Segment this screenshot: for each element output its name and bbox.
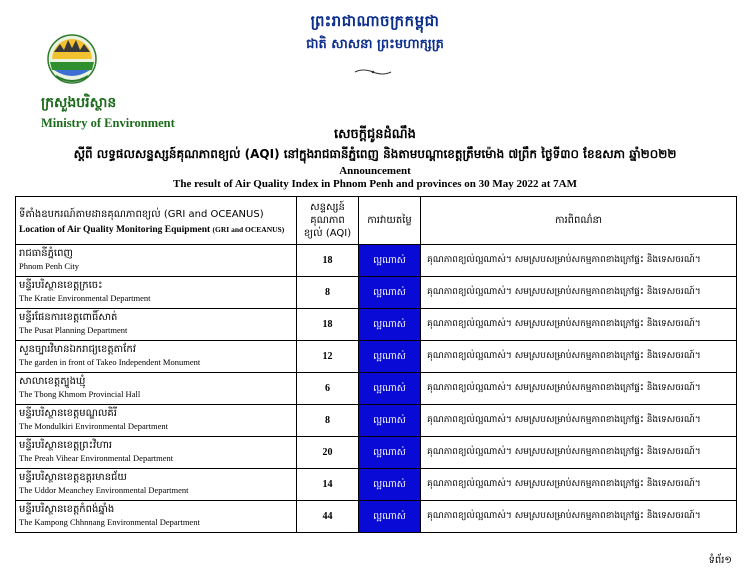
kingdom-title: ព្រះរាជាណាចក្រកម្ពុជា [310, 12, 440, 30]
location-kh: មន្ទីរផែនការខេត្តពោធិ៍សាត់ [19, 312, 118, 323]
location-en: The Kratie Environmental Department [19, 293, 151, 303]
ministry-name-en: Ministry of Environment [41, 116, 175, 130]
ministry-logo-icon [46, 32, 98, 92]
evaluation-badge: ល្អណាស់ [359, 373, 421, 405]
table-row [16, 501, 737, 533]
location-kh: មន្ទីរបរិស្ថានខេត្តមណ្ឌលគិរី [19, 408, 117, 419]
location-cell [16, 405, 297, 437]
location-en: The garden in front of Takeo Independent Monument [19, 357, 201, 367]
announcement-subtitle-en: The result of Air Quality Index in Phnom Penh and provinces on 30 May 2022 at 7AM [173, 178, 577, 190]
header-location [16, 197, 297, 245]
location-en: The Pusat Planning Department [19, 325, 128, 335]
location-kh: រាជធានីភ្នំពេញ [19, 248, 73, 259]
aqi-value: 8 [297, 405, 359, 437]
table-row [16, 469, 737, 501]
location-en: The Preah Vihear Environmental Department [19, 453, 174, 463]
evaluation-badge: ល្អណាស់ [359, 341, 421, 373]
ministry-name-kh: ក្រសួងបរិស្ថាន [41, 95, 117, 111]
evaluation-badge: ល្អណាស់ [359, 245, 421, 277]
aqi-value: 20 [297, 437, 359, 469]
table-row [16, 309, 737, 341]
announcement-subtitle-kh: ស្តីពី លទ្ធផលសន្ទស្សន៍គុណភាពខ្យល់ (AQI) នៅក្នុងរាជធានីភ្នំពេញ និងតាមបណ្តាខេត្តត្រឹមម៉ោង ៧ព្រឹក ថ្ងៃទី៣០ ខែឧសភា ឆ្នាំ២០២២ [73, 147, 677, 161]
aqi-value: 44 [297, 501, 359, 533]
evaluation-badge: ល្អណាស់ [359, 469, 421, 501]
location-en: The Mondulkiri Environmental Department [19, 421, 168, 431]
header-aqi-value: សន្ទស្សន៍ គុណភាព ខ្យល់ (AQI) [297, 197, 359, 245]
description-cell: គុណភាពខ្យល់ល្អណាស់។ សមស្របសម្រាប់សកម្មភាពខាងក្រៅផ្ទះ និងទេសចរណ៍។ [421, 309, 737, 341]
aqi-value: 8 [297, 277, 359, 309]
evaluation-badge: ល្អណាស់ [359, 437, 421, 469]
location-cell [16, 245, 297, 277]
location-cell [16, 469, 297, 501]
location-kh: សាលាខេត្តត្បូងឃ្មុំ [19, 376, 86, 387]
header-description: ការពិពណ៌នា [421, 197, 737, 245]
description-cell: គុណភាពខ្យល់ល្អណាស់។ សមស្របសម្រាប់សកម្មភាពខាងក្រៅផ្ទះ និងទេសចរណ៍។ [421, 341, 737, 373]
ornament-divider-icon [353, 68, 393, 78]
table-header-row [16, 197, 737, 245]
location-kh: សួនច្បារវិមានឯករាជ្យខេត្តតាកែវ [19, 344, 136, 355]
aqi-value: 14 [297, 469, 359, 501]
national-motto: ជាតិ សាសនា ព្រះមហាក្សត្រ [306, 37, 444, 52]
location-en: Phnom Penh City [19, 261, 79, 271]
location-cell [16, 501, 297, 533]
description-cell: គុណភាពខ្យល់ល្អណាស់។ សមស្របសម្រាប់សកម្មភាពខាងក្រៅផ្ទះ និងទេសចរណ៍។ [421, 405, 737, 437]
description-cell: គុណភាពខ្យល់ល្អណាស់។ សមស្របសម្រាប់សកម្មភាពខាងក្រៅផ្ទះ និងទេសចរណ៍។ [421, 245, 737, 277]
location-en: The Tbong Khmom Provincial Hall [19, 389, 141, 399]
evaluation-badge: ល្អណាស់ [359, 277, 421, 309]
page-number: ទំព័រ១ [708, 555, 732, 566]
announcement-title-kh: សេចក្តីជូនដំណឹង [334, 127, 416, 142]
aqi-value: 6 [297, 373, 359, 405]
location-en: The Uddor Meanchey Environmental Department [19, 485, 189, 495]
location-kh: មន្ទីរបរិស្ថានខេត្តក្រចេះ [19, 280, 103, 291]
location-kh: មន្ទីរបរិស្ថានខេត្តកំពង់ឆ្នាំង [19, 504, 115, 515]
description-cell: គុណភាពខ្យល់ល្អណាស់។ សមស្របសម្រាប់សកម្មភាពខាងក្រៅផ្ទះ និងទេសចរណ៍។ [421, 469, 737, 501]
header-location-kh: ទីតាំងឧបករណ៍តាមដានគុណភាពខ្យល់ (GRI and OCEANUS) [19, 208, 264, 220]
description-cell: គុណភាពខ្យល់ល្អណាស់។ សមស្របសម្រាប់សកម្មភាពខាងក្រៅផ្ទះ និងទេសចរណ៍។ [421, 437, 737, 469]
table-row [16, 341, 737, 373]
description-cell: គុណភាពខ្យល់ល្អណាស់។ សមស្របសម្រាប់សកម្មភាពខាងក្រៅផ្ទះ និងទេសចរណ៍។ [421, 501, 737, 533]
table-row [16, 405, 737, 437]
location-cell [16, 373, 297, 405]
location-kh: មន្ទីរបរិស្ថានខេត្តឧត្តរមានជ័យ [19, 472, 127, 483]
location-cell [16, 309, 297, 341]
location-cell [16, 437, 297, 469]
header-evaluation: ការវាយតម្លៃ [359, 197, 421, 245]
aqi-value: 12 [297, 341, 359, 373]
aqi-value: 18 [297, 309, 359, 341]
description-cell: គុណភាពខ្យល់ល្អណាស់។ សមស្របសម្រាប់សកម្មភាពខាងក្រៅផ្ទះ និងទេសចរណ៍។ [421, 373, 737, 405]
aqi-table [15, 196, 737, 533]
location-en: The Kampong Chhnnang Environmental Department [19, 517, 200, 527]
table-row [16, 277, 737, 309]
table-row [16, 373, 737, 405]
location-cell [16, 341, 297, 373]
evaluation-badge: ល្អណាស់ [359, 501, 421, 533]
evaluation-badge: ល្អណាស់ [359, 309, 421, 341]
location-cell [16, 277, 297, 309]
table-row [16, 245, 737, 277]
aqi-value: 18 [297, 245, 359, 277]
location-kh: មន្ទីរបរិស្ថានខេត្តព្រះវិហារ [19, 440, 113, 451]
header-location-en: Location of Air Quality Monitoring Equipment (GRI and OCEANUS) [19, 224, 285, 235]
table-row [16, 437, 737, 469]
announcement-title-en: Announcement [339, 165, 411, 177]
description-cell: គុណភាពខ្យល់ល្អណាស់។ សមស្របសម្រាប់សកម្មភាពខាងក្រៅផ្ទះ និងទេសចរណ៍។ [421, 277, 737, 309]
evaluation-badge: ល្អណាស់ [359, 405, 421, 437]
